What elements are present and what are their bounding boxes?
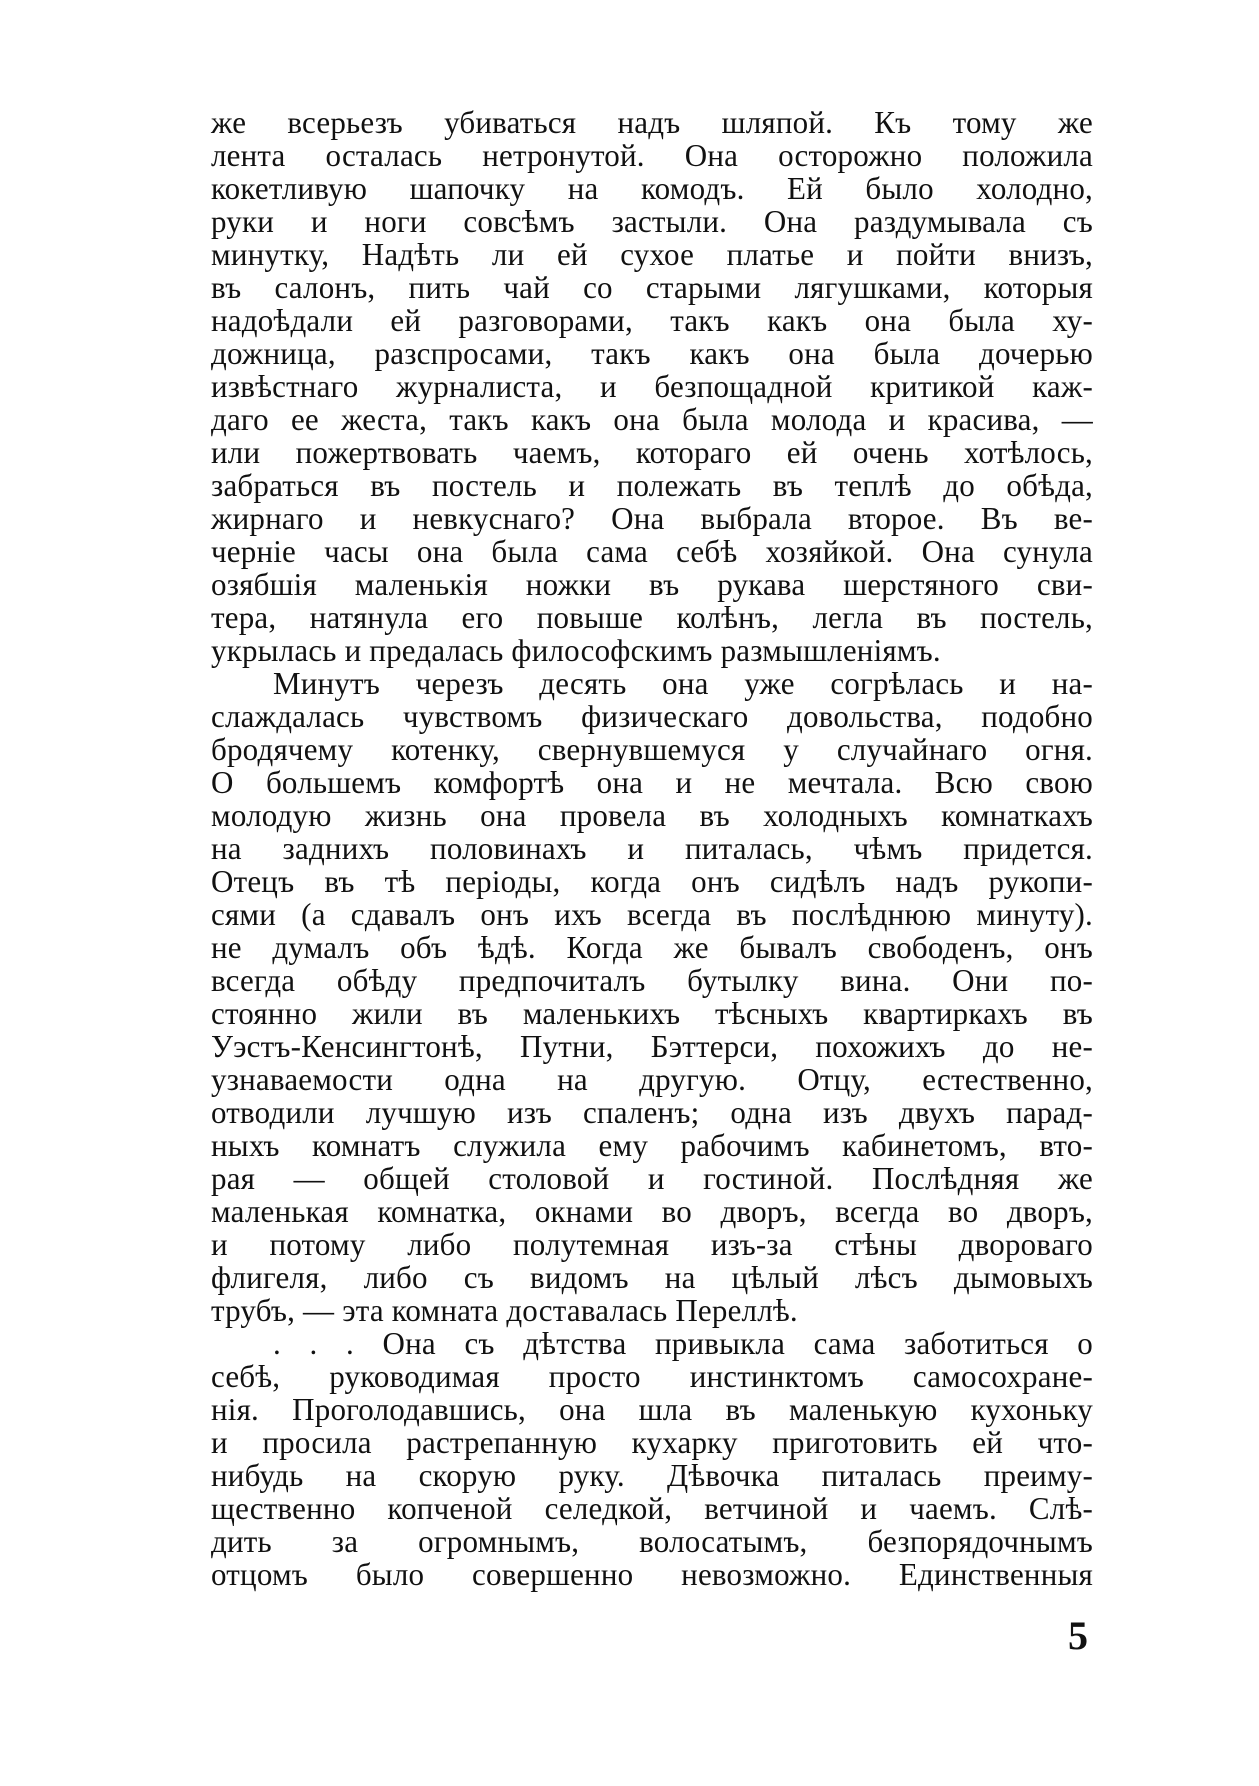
text-line: же всерьезъ убиваться надъ шляпой. Къ тому же bbox=[211, 104, 1093, 141]
text-line: отцомъ было совершенно невозможно. Единственныя bbox=[211, 1556, 1093, 1593]
text-line: маленькая комнатка, окнами во дворъ, всегда во дворъ, bbox=[211, 1193, 1093, 1230]
text-line: Уэстъ-Кенсингтонѣ, Путни, Бэттерси, похожихъ до не- bbox=[211, 1028, 1093, 1065]
text-line: бродячему котенку, свернувшемуся у случайнаго огня. bbox=[211, 731, 1093, 768]
text-line: лента осталась нетронутой. Она осторожно положила bbox=[211, 137, 1093, 174]
text-line: даго ее жеста, такъ какъ она была молода и красива, — bbox=[211, 401, 1093, 438]
text-line: руки и ноги совсѣмъ застыли. Она раздумывала съ bbox=[211, 203, 1093, 240]
text-line: Отецъ въ тѣ періоды, когда онъ сидѣлъ надъ рукопи- bbox=[211, 863, 1093, 900]
text-line: жирнаго и невкуснаго? Она выбрала второе. Въ ве- bbox=[211, 500, 1093, 537]
text-line: черніе часы она была сама себѣ хозяйкой. Она сунула bbox=[211, 533, 1093, 570]
text-line: и потому либо полутемная изъ-за стѣны дворoвaго bbox=[211, 1226, 1093, 1263]
text-line: дожница, разспросами, такъ какъ она была дочерью bbox=[211, 335, 1093, 372]
text-line: стоянно жили въ маленькихъ тѣсныхъ квартиркахъ въ bbox=[211, 995, 1093, 1032]
text-line: всегда обѣду предпочиталъ бутылку вина. Они по- bbox=[211, 962, 1093, 999]
text-line: и просила растрепанную кухарку приготовить ей что- bbox=[211, 1424, 1093, 1461]
text-line: рая — общей столовой и гостиной. Послѣдняя же bbox=[211, 1160, 1093, 1197]
text-line: укрылась и предалась философскимъ размышленіямъ. bbox=[211, 632, 941, 669]
text-line: въ салонъ, пить чай со старыми лягушками, которыя bbox=[211, 269, 1093, 306]
text-line: не думалъ объ ѣдѣ. Когда же бывалъ свободенъ, онъ bbox=[211, 929, 1093, 966]
text-line: Минутъ черезъ десять она уже согрѣлась и на- bbox=[273, 665, 1093, 702]
text-line: узнаваемости одна на другую. Отцу, естественно, bbox=[211, 1061, 1093, 1098]
text-line: трубъ, — эта комната доставалась Переллѣ. bbox=[211, 1292, 798, 1329]
text-line: . . . Она съ дѣтства привыкла сама заботиться о bbox=[273, 1325, 1093, 1362]
text-line: нія. Проголодавшись, она шла въ маленькую кухоньку bbox=[211, 1391, 1093, 1428]
text-line: сями (а сдавалъ онъ ихъ всегда въ послѣднюю минуту). bbox=[211, 896, 1093, 933]
page-text-block bbox=[211, 106, 1093, 1591]
text-line: надоѣдали ей разговорами, такъ какъ она была ху- bbox=[211, 302, 1093, 339]
text-line: дить за огромнымъ, волосатымъ, безпорядочнымъ bbox=[211, 1523, 1093, 1560]
text-line: на заднихъ половинахъ и питалась, чѣмъ придется. bbox=[211, 830, 1093, 867]
text-line: О большемъ комфортѣ она и не мечтала. Всю свою bbox=[211, 764, 1093, 801]
text-line: забраться въ постель и полежать въ теплѣ до обѣда, bbox=[211, 467, 1093, 504]
text-line: минутку, Надѣть ли ей сухое платье и пойти внизъ, bbox=[211, 236, 1093, 273]
text-line: тера, натянула его повыше колѣнъ, легла въ постель, bbox=[211, 599, 1093, 636]
text-line: кокетливую шапочку на комодъ. Ей было холодно, bbox=[211, 170, 1093, 207]
text-line: ныхъ комнатъ служила ему рабочимъ кабинетомъ, вто- bbox=[211, 1127, 1093, 1164]
text-line: молодую жизнь она провела въ холодныхъ комнаткахъ bbox=[211, 797, 1093, 834]
text-line: нибудь на скорую руку. Дѣвочка питалась преиму- bbox=[211, 1457, 1093, 1494]
text-line: щественно копченой селедкой, ветчиной и чаемъ. Слѣ- bbox=[211, 1490, 1093, 1527]
text-line: извѣстнаго журналиста, и безпощадной критикой каж- bbox=[211, 368, 1093, 405]
page-number: 5 bbox=[1068, 1613, 1088, 1658]
text-line: озябшія маленькія ножки въ рукава шерстяного сви- bbox=[211, 566, 1093, 603]
text-line: отводили лучшую изъ спаленъ; одна изъ двухъ парад- bbox=[211, 1094, 1093, 1131]
text-line: или пожертвовать чаемъ, котораго ей очень хотѣлось, bbox=[211, 434, 1093, 471]
text-line: слаждалась чувствомъ физическаго довольства, подобно bbox=[211, 698, 1093, 735]
text-line: себѣ, руководимая просто инстинктомъ самосохране- bbox=[211, 1358, 1093, 1395]
text-line: флигеля, либо съ видомъ на цѣлый лѣсъ дымовыхъ bbox=[211, 1259, 1093, 1296]
